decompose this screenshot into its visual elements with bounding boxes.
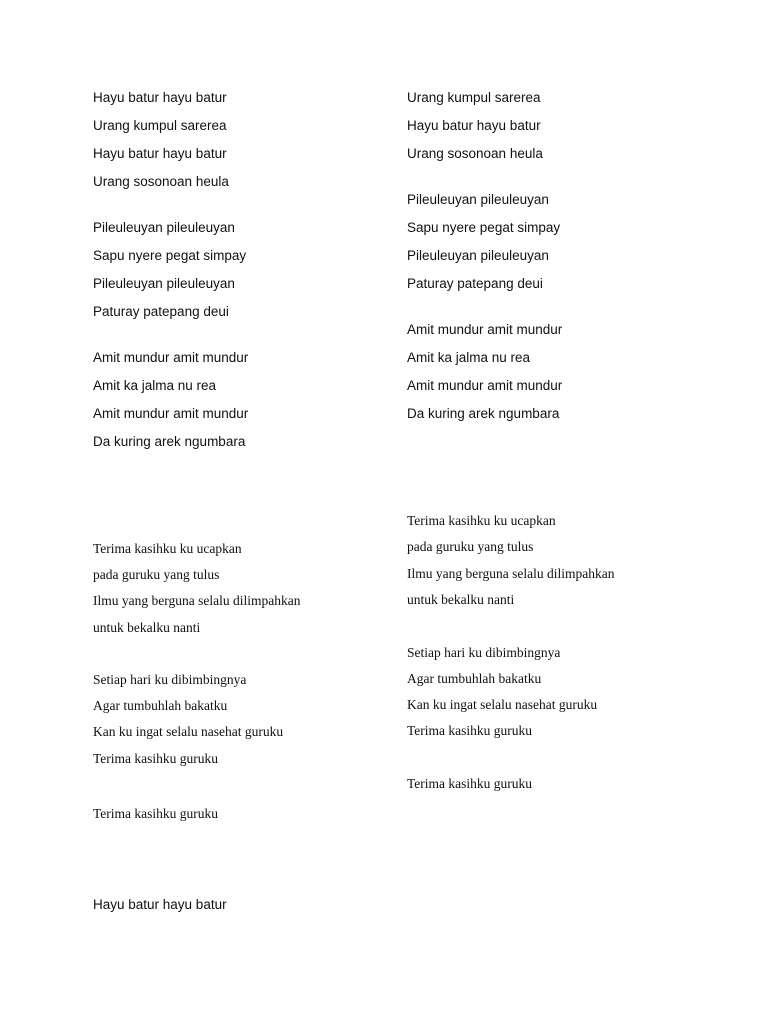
song1-left-line: Pileuleuyan pileuleuyan: [93, 276, 235, 291]
footer-lyric-line: Hayu batur hayu batur: [93, 897, 227, 912]
song2-left-line: pada guruku yang tulus: [93, 567, 220, 582]
song2-left-line: Terima kasihku ku ucapkan: [93, 541, 242, 556]
song2-right-line: Terima kasihku guruku: [407, 776, 533, 791]
song2-right-line: Terima kasihku ku ucapkan: [407, 513, 556, 528]
song1-left-line: Amit mundur amit mundur: [93, 350, 249, 365]
song1-right-line: Amit mundur amit mundur: [407, 378, 563, 393]
song1-right-line: Pileuleuyan pileuleuyan: [407, 248, 549, 263]
song1-left-line: Da kuring arek ngumbara: [93, 434, 246, 449]
song1-left-line: Pileuleuyan pileuleuyan: [93, 220, 235, 235]
song1-left-line: Sapu nyere pegat simpay: [93, 248, 247, 263]
song1-left-line: Hayu batur hayu batur: [93, 90, 227, 105]
song2-right-line: Kan ku ingat selalu nasehat guruku: [407, 697, 598, 712]
song2-right-line: untuk bekalku nanti: [407, 592, 515, 607]
song2-right-line: Terima kasihku guruku: [407, 723, 533, 738]
song1-right-line: Urang sosonoan heula: [407, 146, 543, 161]
song2-right-line: Agar tumbuhlah bakatku: [407, 671, 542, 686]
song2-right-line: pada guruku yang tulus: [407, 539, 534, 554]
song1-right-line: Paturay patepang deui: [407, 276, 543, 291]
song1-right-line: Da kuring arek ngumbara: [407, 406, 560, 421]
song1-right-line: Hayu batur hayu batur: [407, 118, 541, 133]
song2-left-line: Kan ku ingat selalu nasehat guruku: [93, 724, 284, 739]
song1-right-line: Pileuleuyan pileuleuyan: [407, 192, 549, 207]
song1-left-line: Hayu batur hayu batur: [93, 146, 227, 161]
song2-right-line: Ilmu yang berguna selalu dilimpahkan: [407, 566, 615, 581]
song1-left-line: Urang kumpul sarerea: [93, 118, 227, 133]
song2-left-line: untuk bekalku nanti: [93, 620, 201, 635]
song2-left-line: Terima kasihku guruku: [93, 751, 219, 766]
song1-left-line: Amit mundur amit mundur: [93, 406, 249, 421]
song1-right-line: Sapu nyere pegat simpay: [407, 220, 561, 235]
song1-left-line: Amit ka jalma nu rea: [93, 378, 217, 393]
song2-left-line: Terima kasihku guruku: [93, 806, 219, 821]
song2-right-line: Setiap hari ku dibimbingnya: [407, 645, 561, 660]
song1-right-line: Amit ka jalma nu rea: [407, 350, 531, 365]
song1-left-line: Paturay patepang deui: [93, 304, 229, 319]
song1-right-line: Urang kumpul sarerea: [407, 90, 541, 105]
song2-left-line: Agar tumbuhlah bakatku: [93, 698, 228, 713]
song1-right-line: Amit mundur amit mundur: [407, 322, 563, 337]
song2-left-line: Ilmu yang berguna selalu dilimpahkan: [93, 593, 301, 608]
song2-left-line: Setiap hari ku dibimbingnya: [93, 672, 247, 687]
song1-left-line: Urang sosonoan heula: [93, 174, 229, 189]
